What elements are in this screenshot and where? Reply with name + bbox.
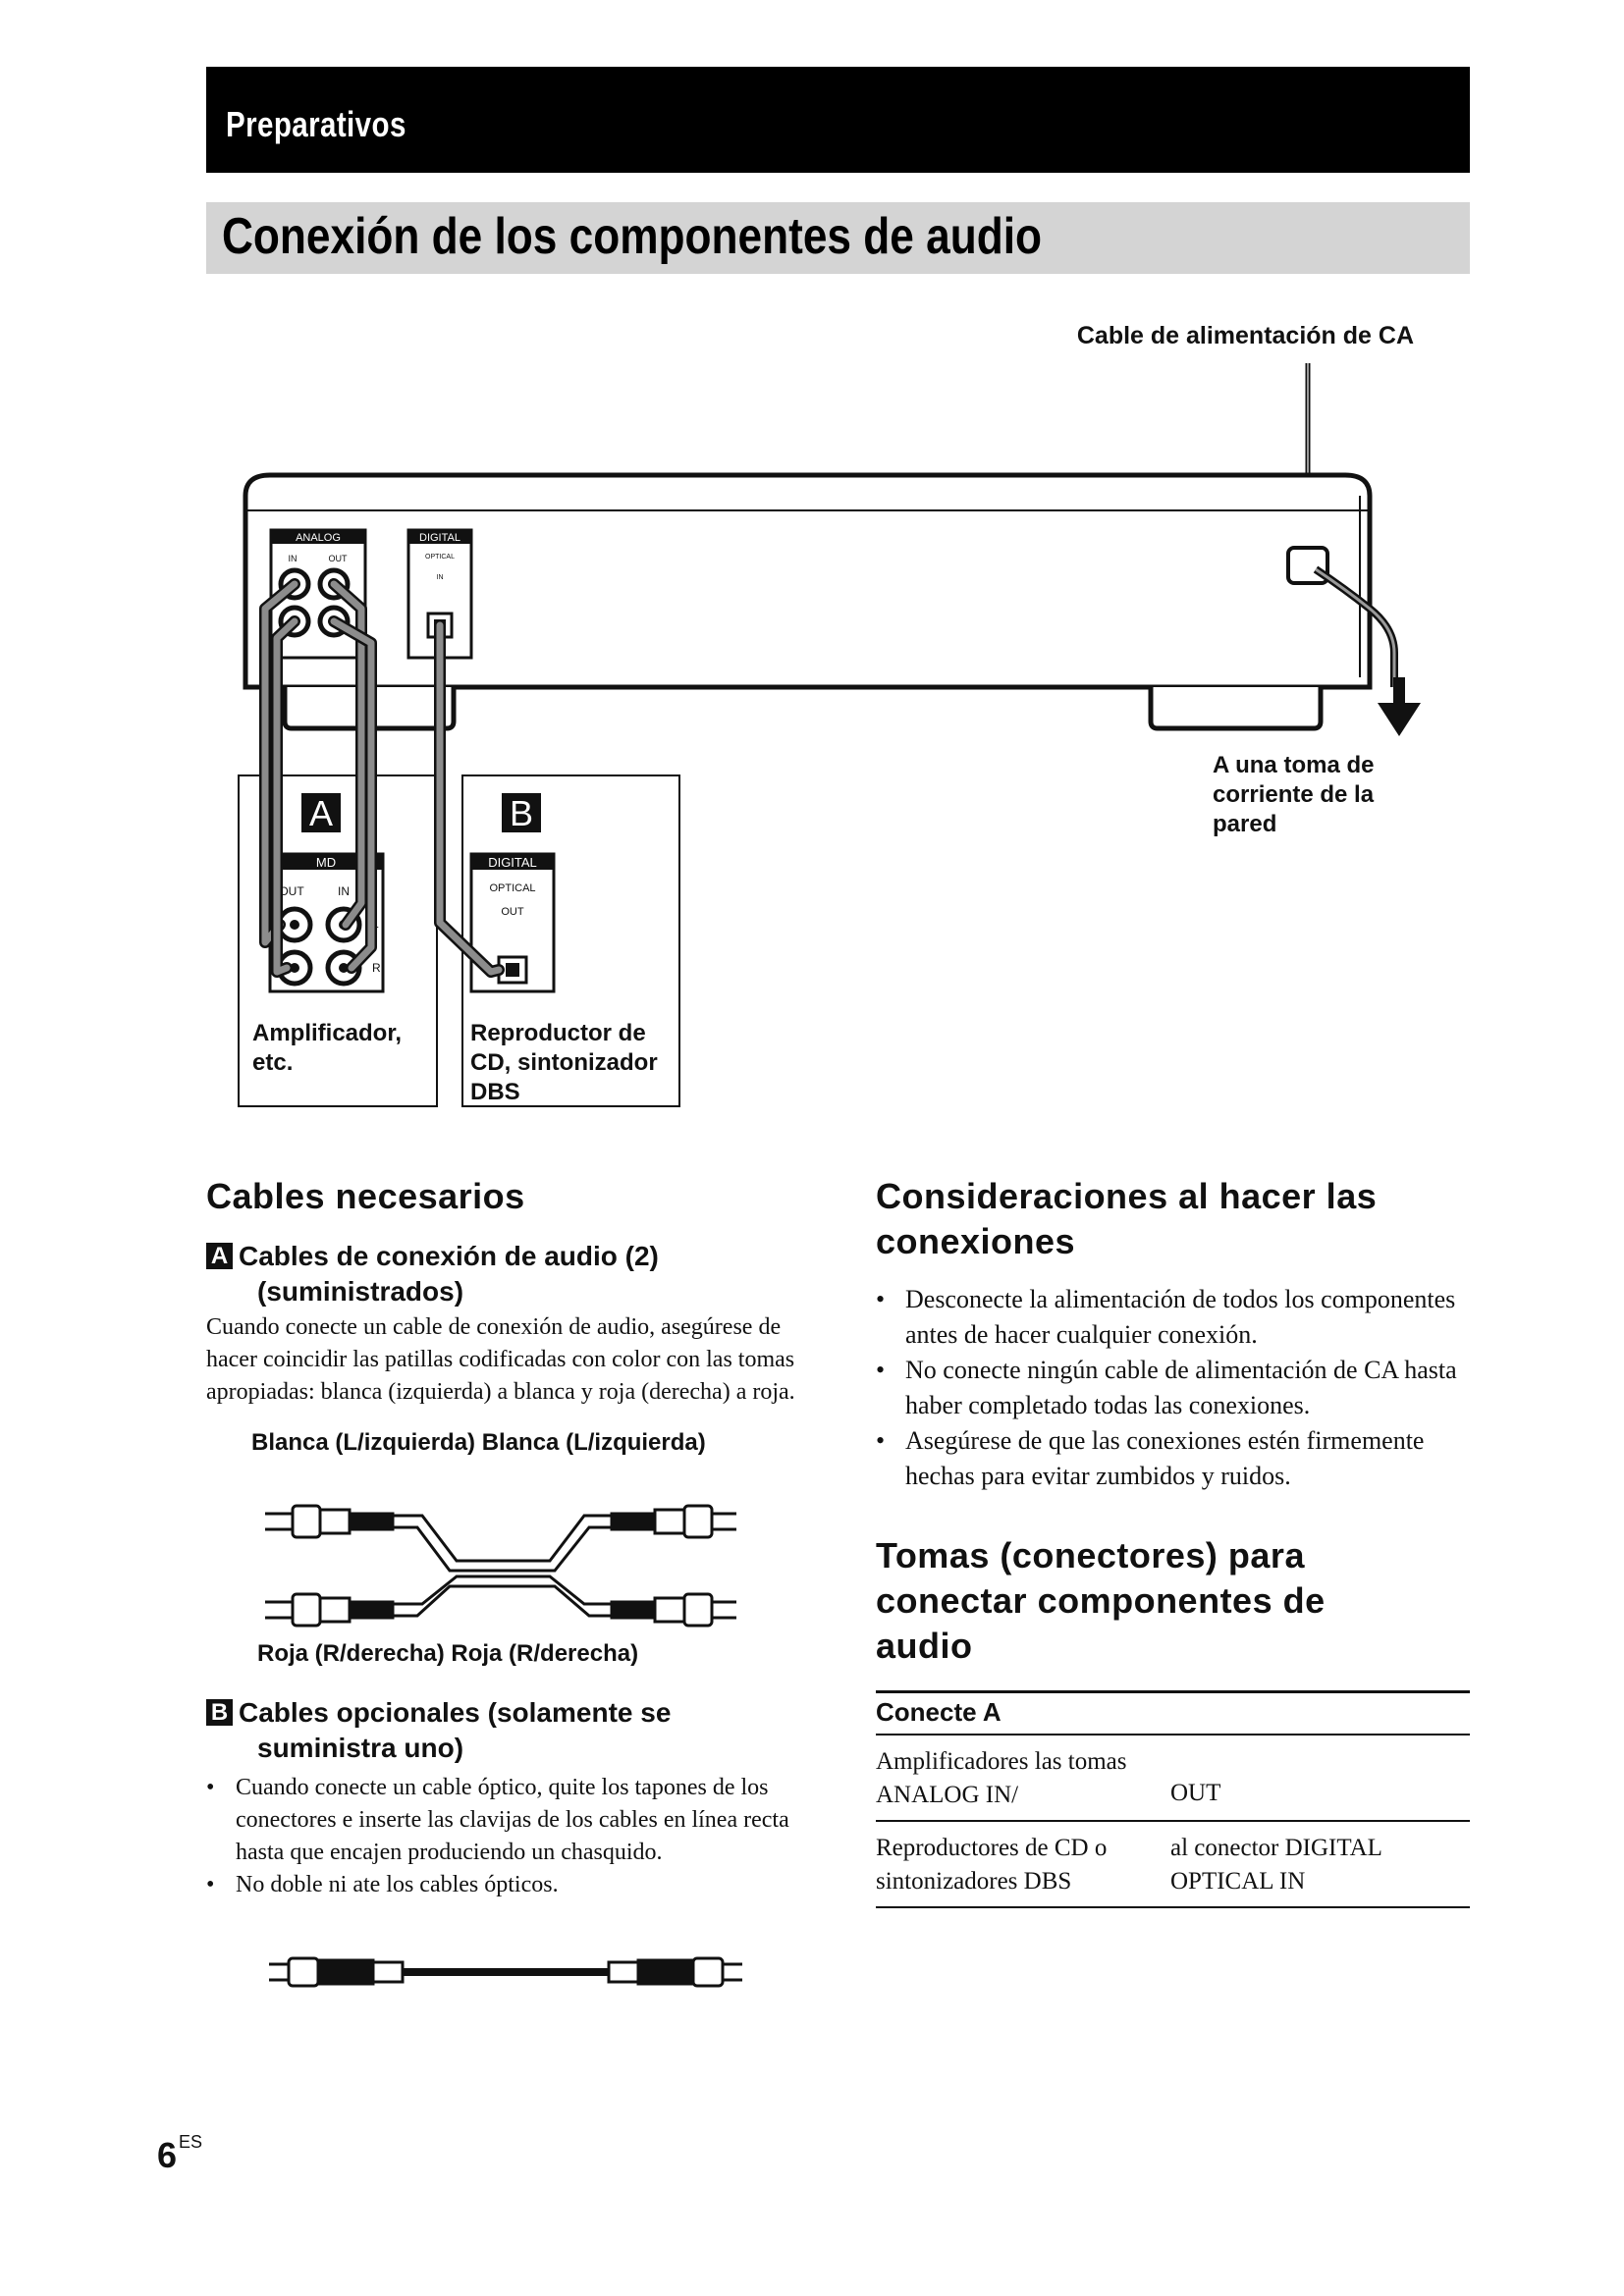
- table-cell: al conector DIGITAL OPTICAL IN: [1170, 1821, 1470, 1907]
- md-label: MD: [315, 855, 337, 870]
- cables-b-title: B Cables opcionales (solamente se: [206, 1695, 815, 1731]
- outlet-arrow-head: [1378, 703, 1421, 736]
- left-column: [206, 1174, 815, 1458]
- cables-a-subtitle: (suministrados): [257, 1276, 464, 1307]
- svg-text:DIGITAL: DIGITAL: [488, 855, 537, 870]
- cables-a-body: Cuando conecte un cable de conexión de audio, asegúrese de hacer coincidir las patillas codificadas con color con las tomas apropiadas: blanca (izquierda) a blanca y roja (derecha) a roja.: [206, 1314, 795, 1405]
- svg-text:OUT: OUT: [279, 884, 304, 898]
- table-cell: OUT: [1170, 1735, 1470, 1821]
- connection-diagram: [0, 0, 1624, 1129]
- svg-text:IN: IN: [338, 884, 350, 898]
- cables-b-subtitle: suministra uno): [257, 1733, 464, 1763]
- box-a-letter: A: [308, 793, 334, 833]
- power-cable-label: Cable de alimentación de CA: [1076, 322, 1414, 349]
- svg-text:IN: IN: [288, 554, 298, 563]
- page-number: 6 $^{ES}$: [157, 2132, 203, 2175]
- table-row: [876, 1821, 1470, 1907]
- jacks-heading: Tomas (conectores) para conectar componentes de audio: [876, 1535, 1326, 1666]
- outlet-arrow-shaft: [1393, 677, 1405, 705]
- letter-a-badge: A: [206, 1243, 233, 1269]
- svg-text:IN: IN: [436, 574, 444, 581]
- table-cell: Amplificadores las tomas ANALOG IN/: [876, 1735, 1170, 1821]
- cables-b-list: [206, 1772, 795, 1901]
- svg-text:OUT: OUT: [501, 906, 524, 918]
- analog-label: ANALOG: [296, 532, 341, 544]
- list-item: • No conecte ningún cable de alimentación de CA hasta haber completado todas las conexiones.: [876, 1353, 1475, 1423]
- table-row: [876, 1735, 1470, 1821]
- device-foot-right: [1151, 687, 1321, 728]
- audio-cable-illustration: [255, 1492, 746, 1639]
- svg-text:R: R: [372, 961, 381, 975]
- connection-table: [876, 1690, 1470, 1908]
- cables-a-title: A Cables de conexión de audio (2): [206, 1239, 815, 1274]
- svg-text:OUT: OUT: [328, 554, 348, 563]
- red-plug-label: Roja (R/derecha) Roja (R/derecha): [257, 1640, 639, 1667]
- list-item: • No doble ni ate los cables ópticos.: [206, 1869, 795, 1901]
- table-header: Conecte A: [876, 1692, 1470, 1735]
- considerations-heading: Consideraciones al hacer las conexiones: [876, 1176, 1378, 1261]
- page-title: Conexión de los componentes de audio: [222, 208, 1042, 265]
- cables-heading: Cables necesarios: [206, 1176, 525, 1216]
- box-b-caption: Reproductor de CD, sintonizador DBS: [470, 1020, 658, 1105]
- svg-text:OPTICAL: OPTICAL: [425, 554, 455, 561]
- cables-b-section: [206, 1695, 815, 1901]
- list-item: • Asegúrese de que las conexiones estén firmemente hechas para evitar zumbidos y ruidos.: [876, 1423, 1475, 1494]
- letter-b-badge: B: [206, 1699, 233, 1726]
- wall-outlet-label: A una toma de corriente de la pared: [1213, 752, 1375, 837]
- optical-cable-illustration: [265, 1949, 746, 1998]
- right-column: [876, 1174, 1475, 1908]
- digital-label: DIGITAL: [419, 532, 460, 544]
- table-cell: Reproductores de CD o sintonizadores DBS: [876, 1821, 1170, 1907]
- box-a-caption: Amplificador, etc.: [252, 1020, 403, 1076]
- svg-text:OPTICAL: OPTICAL: [489, 882, 536, 894]
- white-plug-label: Blanca (L/izquierda) Blanca (L/izquierda): [251, 1429, 706, 1456]
- list-item: • Cuando conecte un cable óptico, quite los tapones de los conectores e inserte las clavijas de los cables en línea recta hasta que encajen produciendo un chasquido.: [206, 1772, 795, 1869]
- svg-text:L: L: [372, 917, 379, 931]
- section-title: Preparativos: [226, 104, 406, 144]
- box-b-letter: B: [509, 793, 534, 833]
- considerations-list: [876, 1282, 1475, 1494]
- list-item: • Desconecte la alimentación de todos los componentes antes de hacer cualquier conexión.: [876, 1282, 1475, 1353]
